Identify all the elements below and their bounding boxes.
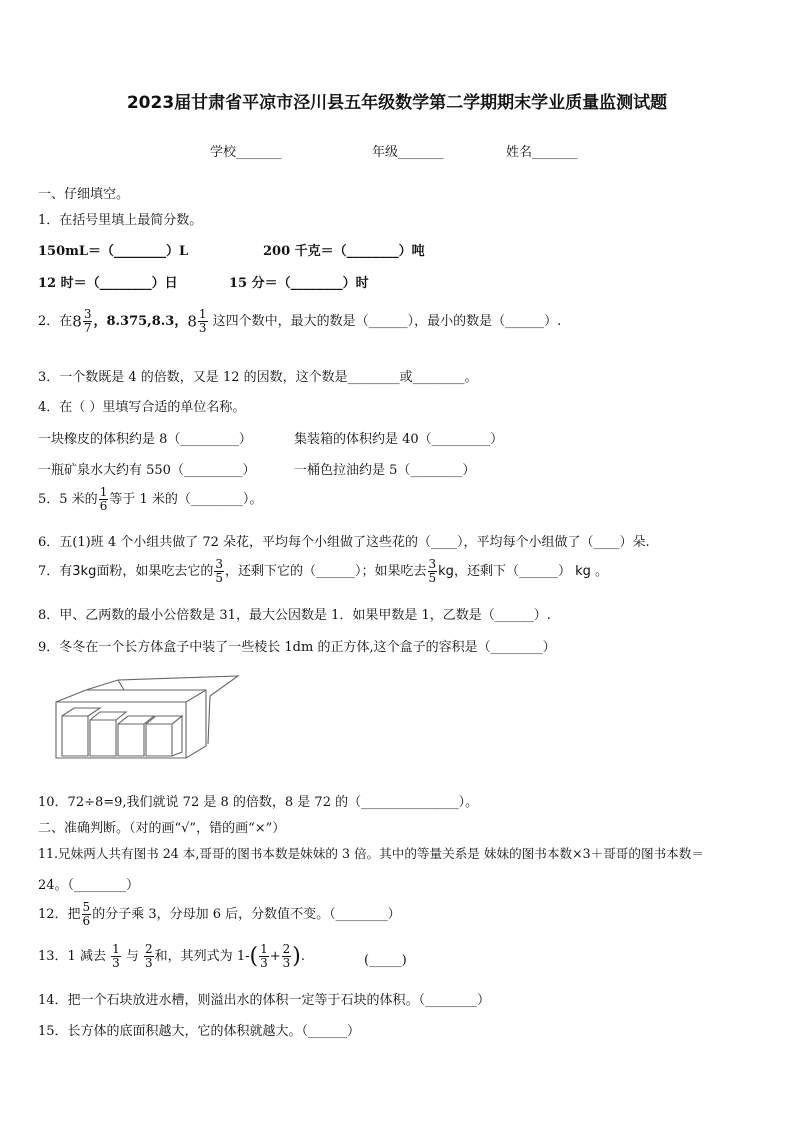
- q2-numerator-1: 3: [83, 307, 92, 321]
- question-14: 14．把一个石块放进水槽，则溢出水的体积一定等于石块的体积。（________）: [38, 993, 491, 1008]
- q5-denominator: 6: [99, 499, 108, 513]
- name-field: 姓名_______: [506, 145, 578, 160]
- question-4d: 一桶色拉油约是 5（________）: [294, 463, 476, 478]
- q7-unit-1: kg: [438, 564, 454, 579]
- q7-unit-2: kg: [575, 564, 591, 579]
- q2-whole-2: 8: [187, 312, 197, 331]
- section-2-heading: 二、准确判断。（对的画“√”，错的画“×”）: [38, 821, 286, 836]
- q12-fraction: [82, 901, 92, 928]
- q13-denominator-3: 3: [260, 956, 268, 970]
- question-3: 3．一个数既是 4 的倍数，又是 12 的因数，这个数是________或________。: [38, 370, 478, 385]
- q12-prefix: 12．把: [38, 907, 81, 922]
- q13-numerator-2: 2: [145, 942, 153, 956]
- question-1c: 12 时＝（________）日: [38, 276, 178, 291]
- question-8: 8．甲、乙两数的最小公倍数是 31，最大公因数是 1．如果甲数是 1，乙数是（______）.: [38, 608, 551, 623]
- q13-and: 与: [125, 949, 139, 964]
- q7-numerator-2: 3: [428, 557, 437, 571]
- question-12: [38, 901, 401, 928]
- q13-plus: +: [269, 949, 281, 964]
- question-4b: 集装箱的体积约是 40（_________）: [294, 432, 504, 447]
- q13-fraction-4: [282, 943, 292, 970]
- question-4-stem: 4．在（ ）里填写合适的单位名称。: [38, 400, 246, 415]
- question-11-line2: 24。（________）: [38, 878, 140, 893]
- box-illustration: [48, 672, 243, 764]
- q7-fraction-1: [214, 558, 224, 585]
- question-6: 6．五(1)班 4 个小组共做了 72 朵花，平均每个小组做了这些花的（____），平均每个小组做了（____）朵.: [38, 535, 650, 550]
- q2-fraction-1: [83, 308, 93, 335]
- page-title: 2023届甘肃省平凉市泾川县五年级数学第二学期期末学业质量监测试题: [126, 93, 668, 113]
- question-1b: 200 千克＝（________）吨: [263, 244, 425, 259]
- q2-prefix: 2．在: [38, 314, 73, 329]
- q2-middle: ，8.375,8.3，: [93, 314, 188, 329]
- q13-numerator-3: 1: [260, 942, 268, 956]
- grade-field: 年级_______: [372, 145, 444, 160]
- question-9: 9．冬冬在一个长方体盒子中装了一些棱长 1dm 的正方体,这个盒子的容积是（________）: [38, 640, 556, 655]
- q7-text-3: ，还剩下（______）: [453, 564, 571, 579]
- q13-one-minus: 1-: [236, 949, 250, 964]
- q13-right-paren: ): [292, 944, 301, 969]
- question-4c: 一瓶矿泉水大约有 550（_________）: [38, 463, 256, 478]
- q2-denominator-2: 3: [198, 321, 207, 335]
- question-13-answer: (_____): [364, 953, 407, 968]
- q7-numerator-1: 3: [215, 557, 223, 571]
- q13-denominator-4: 3: [282, 956, 291, 970]
- question-4a: 一块橡皮的体积约是 8（_________）: [38, 432, 252, 447]
- q7-prefix: 7．有: [38, 564, 73, 579]
- q12-denominator: 6: [82, 914, 91, 928]
- q13-denominator-1: 3: [112, 956, 120, 970]
- q5-fraction: [99, 486, 109, 513]
- q7-denominator-1: 5: [215, 571, 223, 585]
- question-7: [38, 558, 608, 585]
- q13-text: 和，其列式为: [154, 949, 233, 964]
- q7-end: 。: [595, 564, 609, 579]
- q2-suffix: 这四个数中，最大的数是（______），最小的数是（______）.: [212, 314, 562, 329]
- q12-numerator: 5: [82, 900, 91, 914]
- q7-text-1: 面粉，如果吃去它的: [96, 564, 214, 579]
- question-13: [38, 943, 305, 970]
- q13-fraction-2: [144, 943, 154, 970]
- q7-text-2: ，还剩下它的（______）；如果吃去: [225, 564, 427, 579]
- question-1a: 150mL＝（________）L: [38, 244, 189, 259]
- school-field: 学校_______: [210, 145, 282, 160]
- q13-prefix: 13．1 减去: [38, 949, 106, 964]
- q13-dot: .: [300, 949, 306, 964]
- question-11-line1: 11.兄妹两人共有图书 24 本,哥哥的图书本数是妹妹的 3 倍。其中的等量关系是 妹妹的图书本数×3＋哥哥的图书本数＝: [38, 846, 704, 861]
- q12-suffix: 的分子乘 3，分母加 6 后，分数值不变。（________）: [92, 907, 401, 922]
- q13-numerator-4: 2: [282, 942, 291, 956]
- q2-denominator-1: 7: [83, 321, 92, 335]
- q5-suffix: 等于 1 米的（________）。: [109, 492, 263, 507]
- question-15: 15．长方体的底面积越大，它的体积就越大。（______）: [38, 1024, 361, 1039]
- q5-numerator: 1: [99, 485, 108, 499]
- question-10: 10．72÷8=9,我们就说 72 是 8 的倍数，8 是 72 的（_______________）。: [38, 795, 479, 810]
- q5-prefix: 5．5 米的: [38, 492, 98, 507]
- question-1d: 15 分＝（________）时: [229, 276, 369, 291]
- q7-denominator-2: 5: [428, 571, 437, 585]
- q7-weight-1: 3kg: [72, 564, 97, 579]
- question-1-stem: 1．在括号里填上最简分数。: [38, 213, 203, 228]
- q13-denominator-2: 3: [145, 956, 153, 970]
- q2-whole-1: 8: [72, 312, 82, 331]
- q13-fraction-1: [111, 943, 121, 970]
- question-2: [38, 308, 561, 335]
- q2-fraction-2: [198, 308, 208, 335]
- q13-left-paren: (: [249, 944, 259, 969]
- q13-fraction-3: [259, 943, 269, 970]
- question-5: [38, 486, 262, 513]
- q2-numerator-2: 1: [198, 307, 207, 321]
- q13-numerator-1: 1: [112, 942, 120, 956]
- section-1-heading: 一、仔细填空。: [38, 187, 130, 202]
- q7-fraction-2: [428, 558, 438, 585]
